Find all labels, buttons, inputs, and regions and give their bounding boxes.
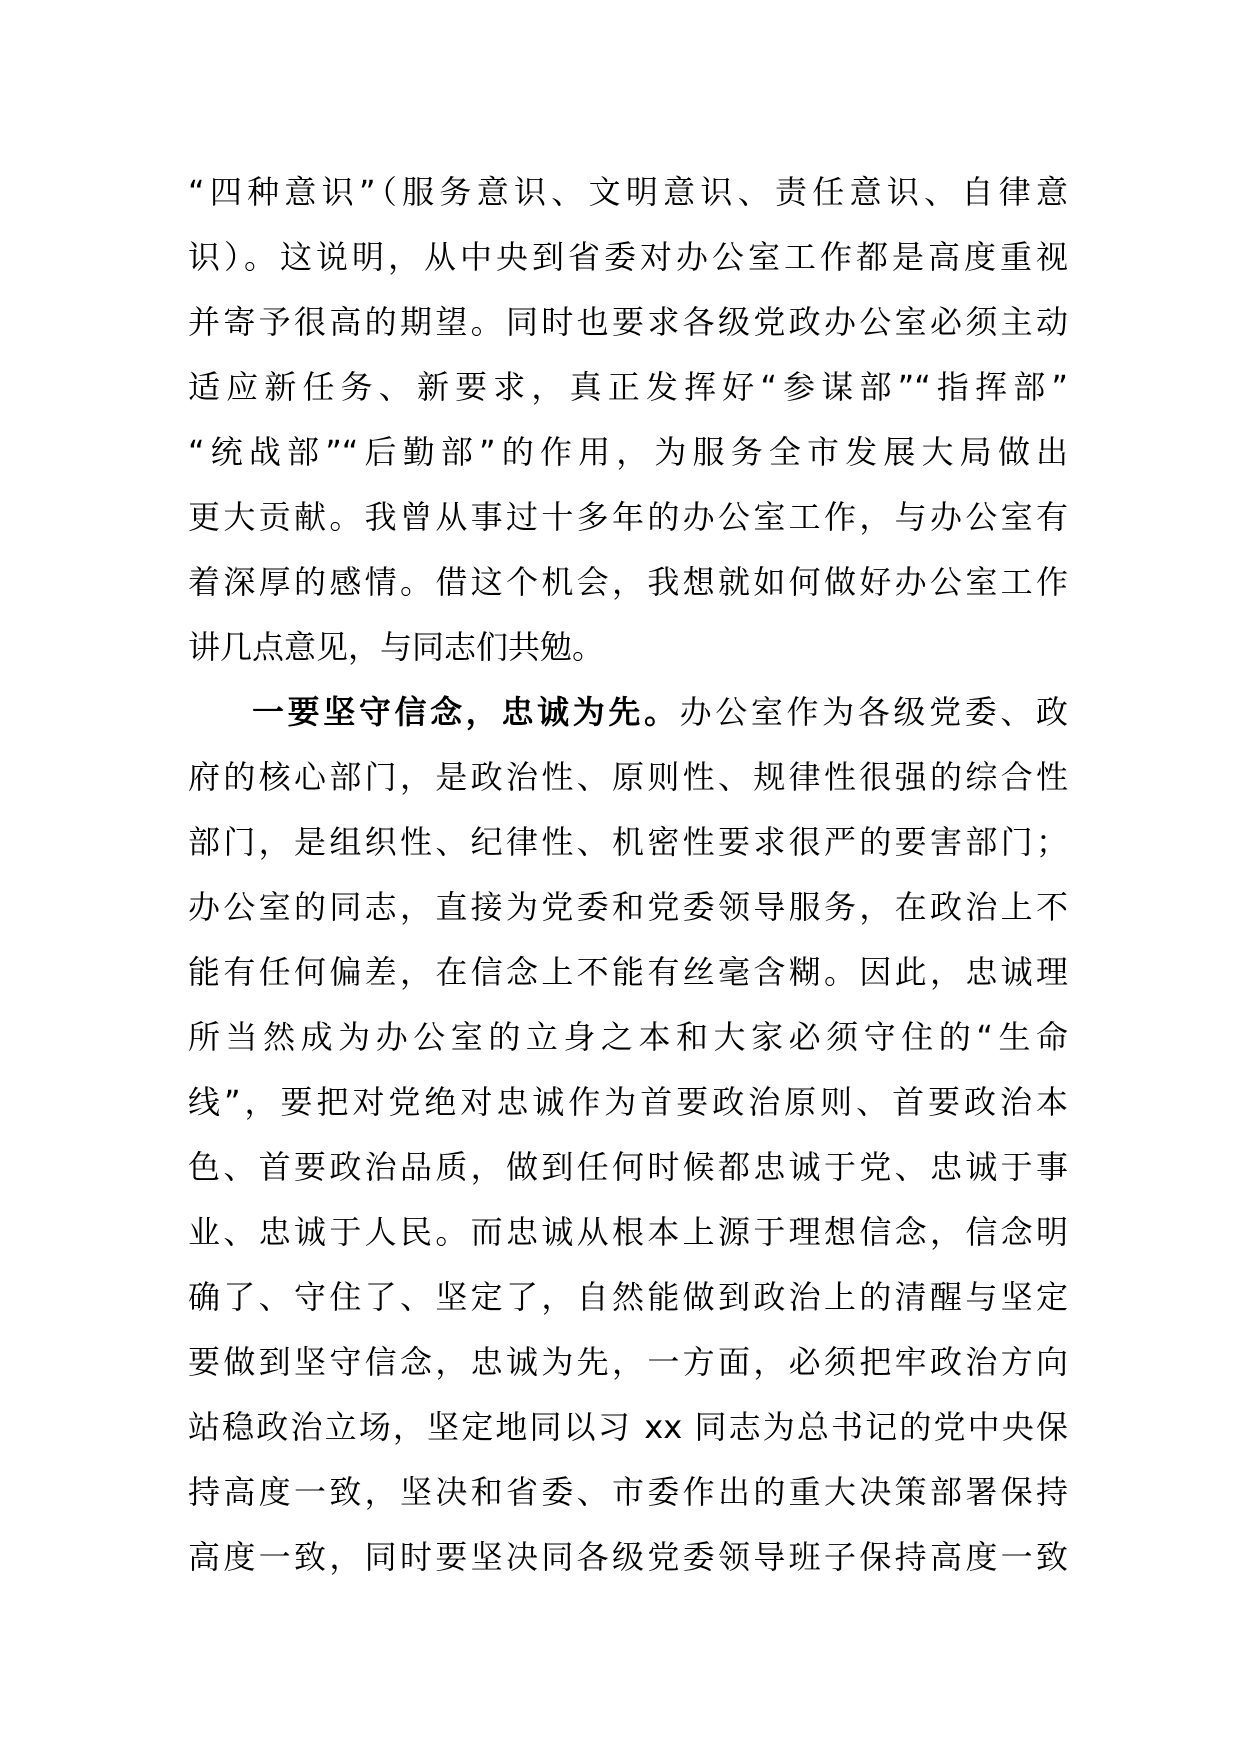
document-body [188, 160, 1068, 1590]
text-line: 适应新任务、新要求，真正发挥好“参谋部”“指挥部” [188, 368, 1068, 406]
text-line: 高度一致，同时要坚决同各级党委领导班子保持高度一致 [188, 1538, 1068, 1576]
text-line: 色、首要政治品质，做到任何时候都忠诚于党、忠诚于事 [188, 1148, 1068, 1186]
first-line-text: 办公室作为各级党委、政 [679, 693, 1068, 731]
text-line: 部门，是组织性、纪律性、机密性要求很严的要害部门； [188, 823, 1068, 861]
text-line: 线”，要把对党绝对忠诚作为首要政治原则、首要政治本 [188, 1083, 1068, 1121]
text-line: “四种意识”（服务意识、文明意识、责任意识、自律意 [188, 173, 1068, 211]
text-line: 要做到坚守信念，忠诚为先，一方面，必须把牢政治方向 [188, 1343, 1068, 1381]
paragraph-2 [188, 680, 1068, 1590]
paragraph-1 [188, 160, 1068, 680]
text-line: “统战部”“后勤部”的作用，为服务全市发展大局做出 [188, 433, 1068, 471]
text-line: 所当然成为办公室的立身之本和大家必须守住的“生命 [188, 1018, 1068, 1056]
text-line-first [188, 680, 1068, 745]
section-heading: 一要坚守信念，忠诚为先。 [252, 693, 680, 731]
text-line: 确了、守住了、坚定了，自然能做到政治上的清醒与坚定 [188, 1278, 1068, 1316]
text-line: 府的核心部门，是政治性、原则性、规律性很强的综合性 [188, 758, 1068, 796]
text-line: 识）。这说明，从中央到省委对办公室工作都是高度重视 [188, 238, 1068, 276]
text-line: 业、忠诚于人民。而忠诚从根本上源于理想信念，信念明 [188, 1213, 1068, 1251]
text-line: 更大贡献。我曾从事过十多年的办公室工作，与办公室有 [188, 498, 1068, 536]
text-line: 讲几点意见，与同志们共勉。 [188, 628, 605, 666]
text-line: 持高度一致，坚决和省委、市委作出的重大决策部署保持 [188, 1473, 1068, 1511]
text-line: 并寄予很高的期望。同时也要求各级党政办公室必须主动 [188, 303, 1068, 341]
text-line: 能有任何偏差，在信念上不能有丝毫含糊。因此，忠诚理 [188, 953, 1068, 991]
text-line: 站稳政治立场，坚定地同以习 xx 同志为总书记的党中央保 [188, 1408, 1068, 1446]
text-line: 着深厚的感情。借这个机会，我想就如何做好办公室工作 [188, 563, 1068, 601]
text-line: 办公室的同志，直接为党委和党委领导服务，在政治上不 [188, 888, 1068, 926]
